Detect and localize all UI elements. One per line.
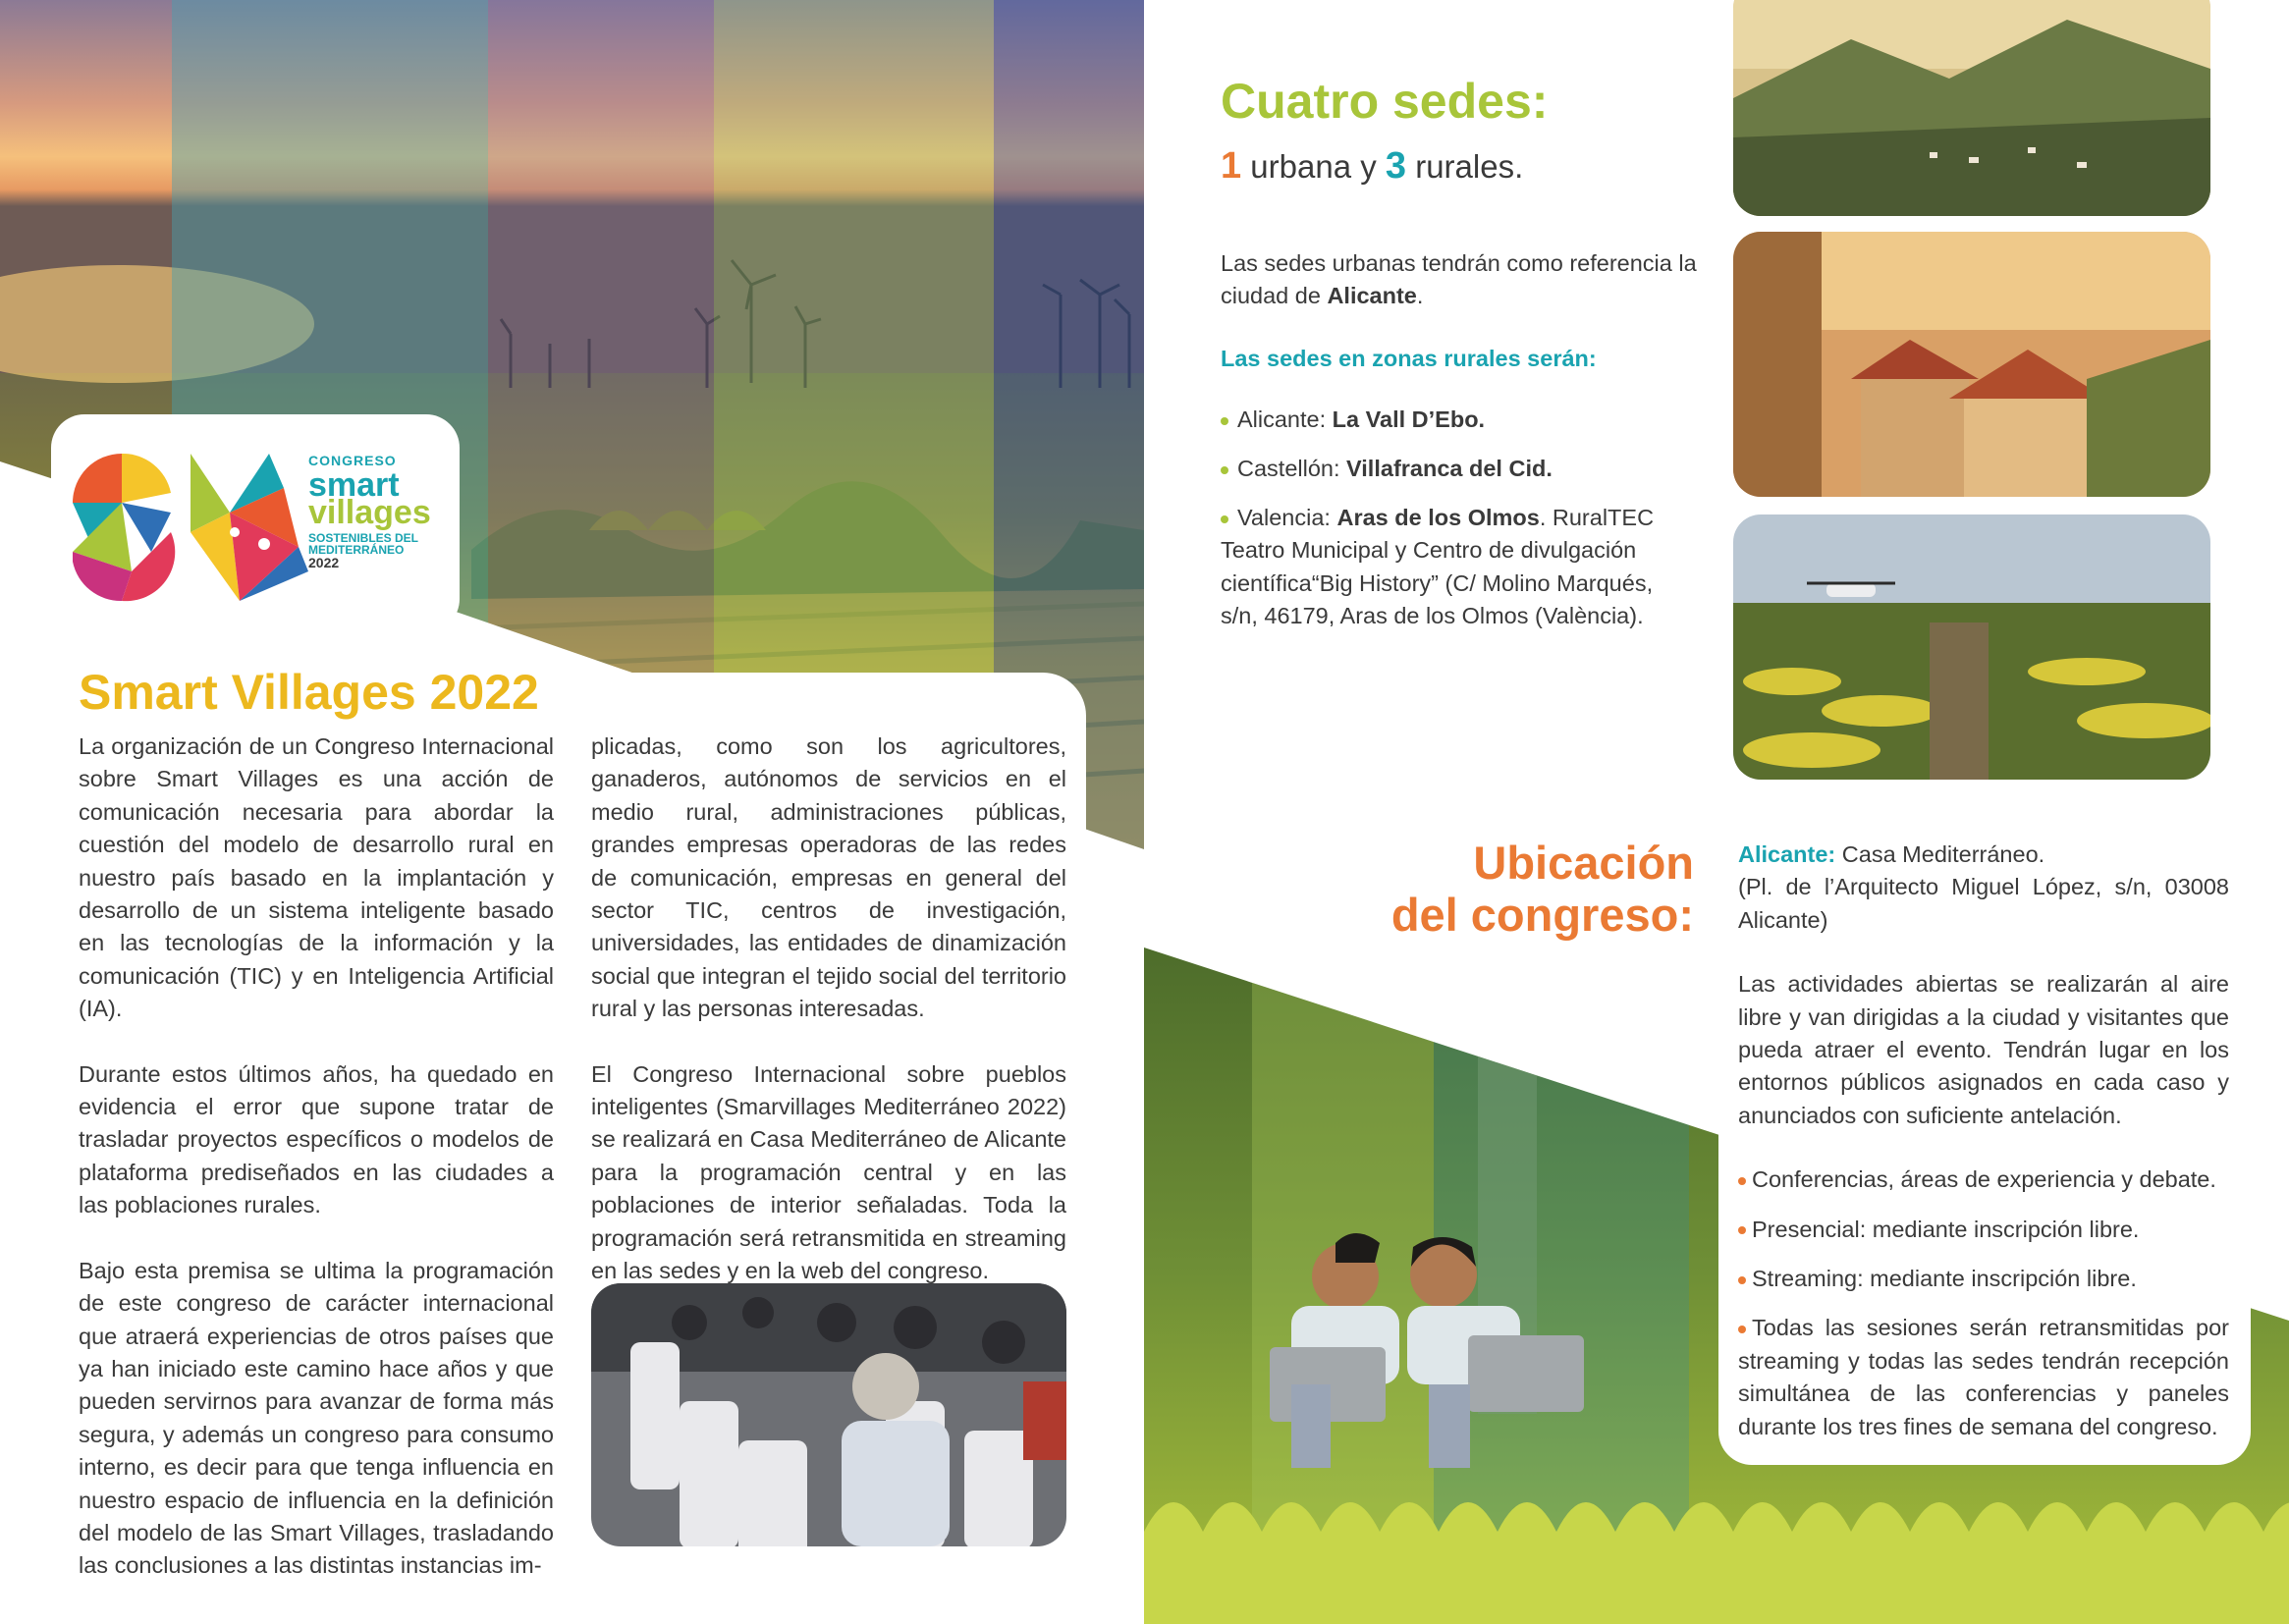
ubicacion-heading — [1144, 837, 1694, 941]
audience-photo — [591, 1283, 1066, 1546]
urban-text: Las sedes urbanas tendrán como referencia la ciudad de — [1221, 250, 1697, 309]
town-name: Villafranca del Cid. — [1346, 456, 1553, 481]
logo-mediterraneo: MEDITERRÁNEO — [308, 543, 405, 557]
text-column-1 — [79, 731, 554, 1615]
paragraph: El Congreso Internacional sobre pueblos inteligentes (Smarvillages Mediterráneo 2022) se realizará en Casa Mediterráneo de Alicante para la programación central y en las poblaciones de interior señaladas. Toda la programación será retransmitida en streaming en las sedes y en la web del congreso. — [591, 1060, 1066, 1284]
town-name: Aras de los Olmos — [1336, 505, 1540, 530]
region-label: Castellón: — [1237, 456, 1347, 481]
activity-text: Todas las sesiones serán retransmitidas por streaming y todas las sedes tendrán recepción simultánea de las conferencias y paneles durante los tres fines de semana del congreso. — [1738, 1315, 2229, 1439]
location-paragraph — [1738, 839, 2229, 937]
page-title: Smart Villages 2022 — [79, 665, 539, 720]
activity-text: Conferencias, áreas de experiencia y debate. — [1752, 1166, 2216, 1193]
paragraph: La organización de un Congreso Internacional sobre Smart Villages es una acción de comunicación necesaria para abordar la cuestión del modelo de desarrollo rural en nuestro país basado en la implantación y desarrollo de un sistema inteligente basado en las tecnologías de la información y la comunicación (TIC) y en Inteligencia Artificial (IA). — [79, 733, 554, 1022]
bullet-dot — [1738, 1177, 1746, 1185]
rural-sede-item — [1221, 502, 1692, 633]
bullet-dot — [1738, 1226, 1746, 1234]
location-place: Casa Mediterráneo. — [1835, 841, 2045, 867]
logo-card — [51, 414, 460, 632]
rural-heading: Las sedes en zonas rurales serán: — [1221, 346, 1597, 371]
urban-count: 1 — [1221, 145, 1242, 187]
activity-item — [1738, 1312, 2229, 1443]
mountain-valley-photo — [1733, 0, 2210, 216]
urban-sedes-text — [1221, 247, 1702, 313]
activity-item — [1738, 1164, 2229, 1196]
venue-details: . RuralTEC Teatro Municipal y Centro de divulgación científica“Big History” (C/ Molino Marqués, s/n, 46179, Aras de los Olmos (València). — [1221, 505, 1655, 629]
text-column-2 — [591, 731, 1066, 1321]
sedes-subtitle — [1221, 145, 1523, 188]
logo-congreso: CONGRESO — [308, 453, 397, 468]
activities-paragraph: Las actividades abiertas se realizarán al aire libre y van dirigidas a la ciudad y visitantes que pueda atraer el evento. Tendrán lugar en los entornos públicos asignados en cada caso y anunciados con suficiente antelación. — [1738, 971, 2229, 1128]
logo-wordmark — [308, 454, 431, 569]
region-label: Valencia: — [1237, 505, 1337, 530]
bullet-dot — [1738, 1326, 1746, 1333]
bullet-dot — [1221, 466, 1228, 474]
bullet-dot — [1738, 1276, 1746, 1284]
drone-field-photo — [1733, 514, 2210, 780]
activity-item — [1738, 1263, 2229, 1295]
activity-text: Streaming: mediante inscripción libre. — [1752, 1266, 2137, 1292]
paragraph: plicadas, como son los agricultores, ganaderos, autónomos de servicios en el medio rural, administraciones públicas, grandes empresas operadoras de las redes de comunicación, empresas en general del sector TIC, centros de investigación, universidades, las entidades de dinamización social que integran el tejido social del territorio rural y las personas interesadas. — [591, 733, 1066, 1022]
location-address: (Pl. de l’Arquitecto Miguel López, s/n, 03008 Alicante) — [1738, 874, 2229, 933]
rural-count: 3 — [1385, 145, 1407, 187]
right-page — [1144, 0, 2289, 1624]
rural-label: rurales. — [1406, 148, 1524, 185]
ubicacion-line-2: del congreso: — [1390, 889, 1694, 941]
activity-text: Presencial: mediante inscripción libre. — [1752, 1216, 2140, 1242]
ubicacion-line-1: Ubicación — [1473, 837, 1694, 889]
bullet-dot — [1221, 515, 1228, 523]
paragraph: Bajo esta premisa se ultima la programación de este congreso de carácter internacional que atraerá experiencias de otros países que ya han iniciado este camino hace años y que pueden servirnos para avanzar de forma más segura, y además un congreso para consumo interno, es decir para que tenga influencia en nuestro espacio de influencia en la definición del modelo de las Smart Villages, trasladando las conclusiones a las distintas instancias im- — [79, 1257, 554, 1579]
region-label: Alicante: — [1237, 406, 1333, 432]
town-name: La Vall D’Ebo. — [1332, 406, 1486, 432]
sedes-title: Cuatro sedes: — [1221, 74, 1549, 129]
urban-text-end: . — [1416, 283, 1424, 309]
left-page — [0, 0, 1144, 1624]
village-photo — [1733, 232, 2210, 497]
logo-smart: smart — [308, 466, 400, 504]
activity-item — [1738, 1214, 2229, 1246]
rural-sede-item — [1221, 453, 1553, 485]
location-city: Alicante: — [1738, 841, 1836, 867]
rural-sede-item — [1221, 404, 1485, 436]
paragraph: Durante estos últimos años, ha quedado en evidencia el error que supone tratar de trasladar proyectos específicos o modelos de plataforma prediseñados en las ciudades a las poblaciones rurales. — [79, 1060, 554, 1218]
logo-year: 2022 — [308, 555, 340, 570]
urban-label: urbana y — [1241, 148, 1386, 185]
urban-city: Alicante — [1327, 283, 1417, 309]
location-info — [1738, 839, 2229, 1460]
bullet-dot — [1221, 417, 1228, 425]
logo-sostenibles: SOSTENIBLES DEL — [308, 531, 419, 545]
logo-villages: villages — [308, 494, 431, 531]
